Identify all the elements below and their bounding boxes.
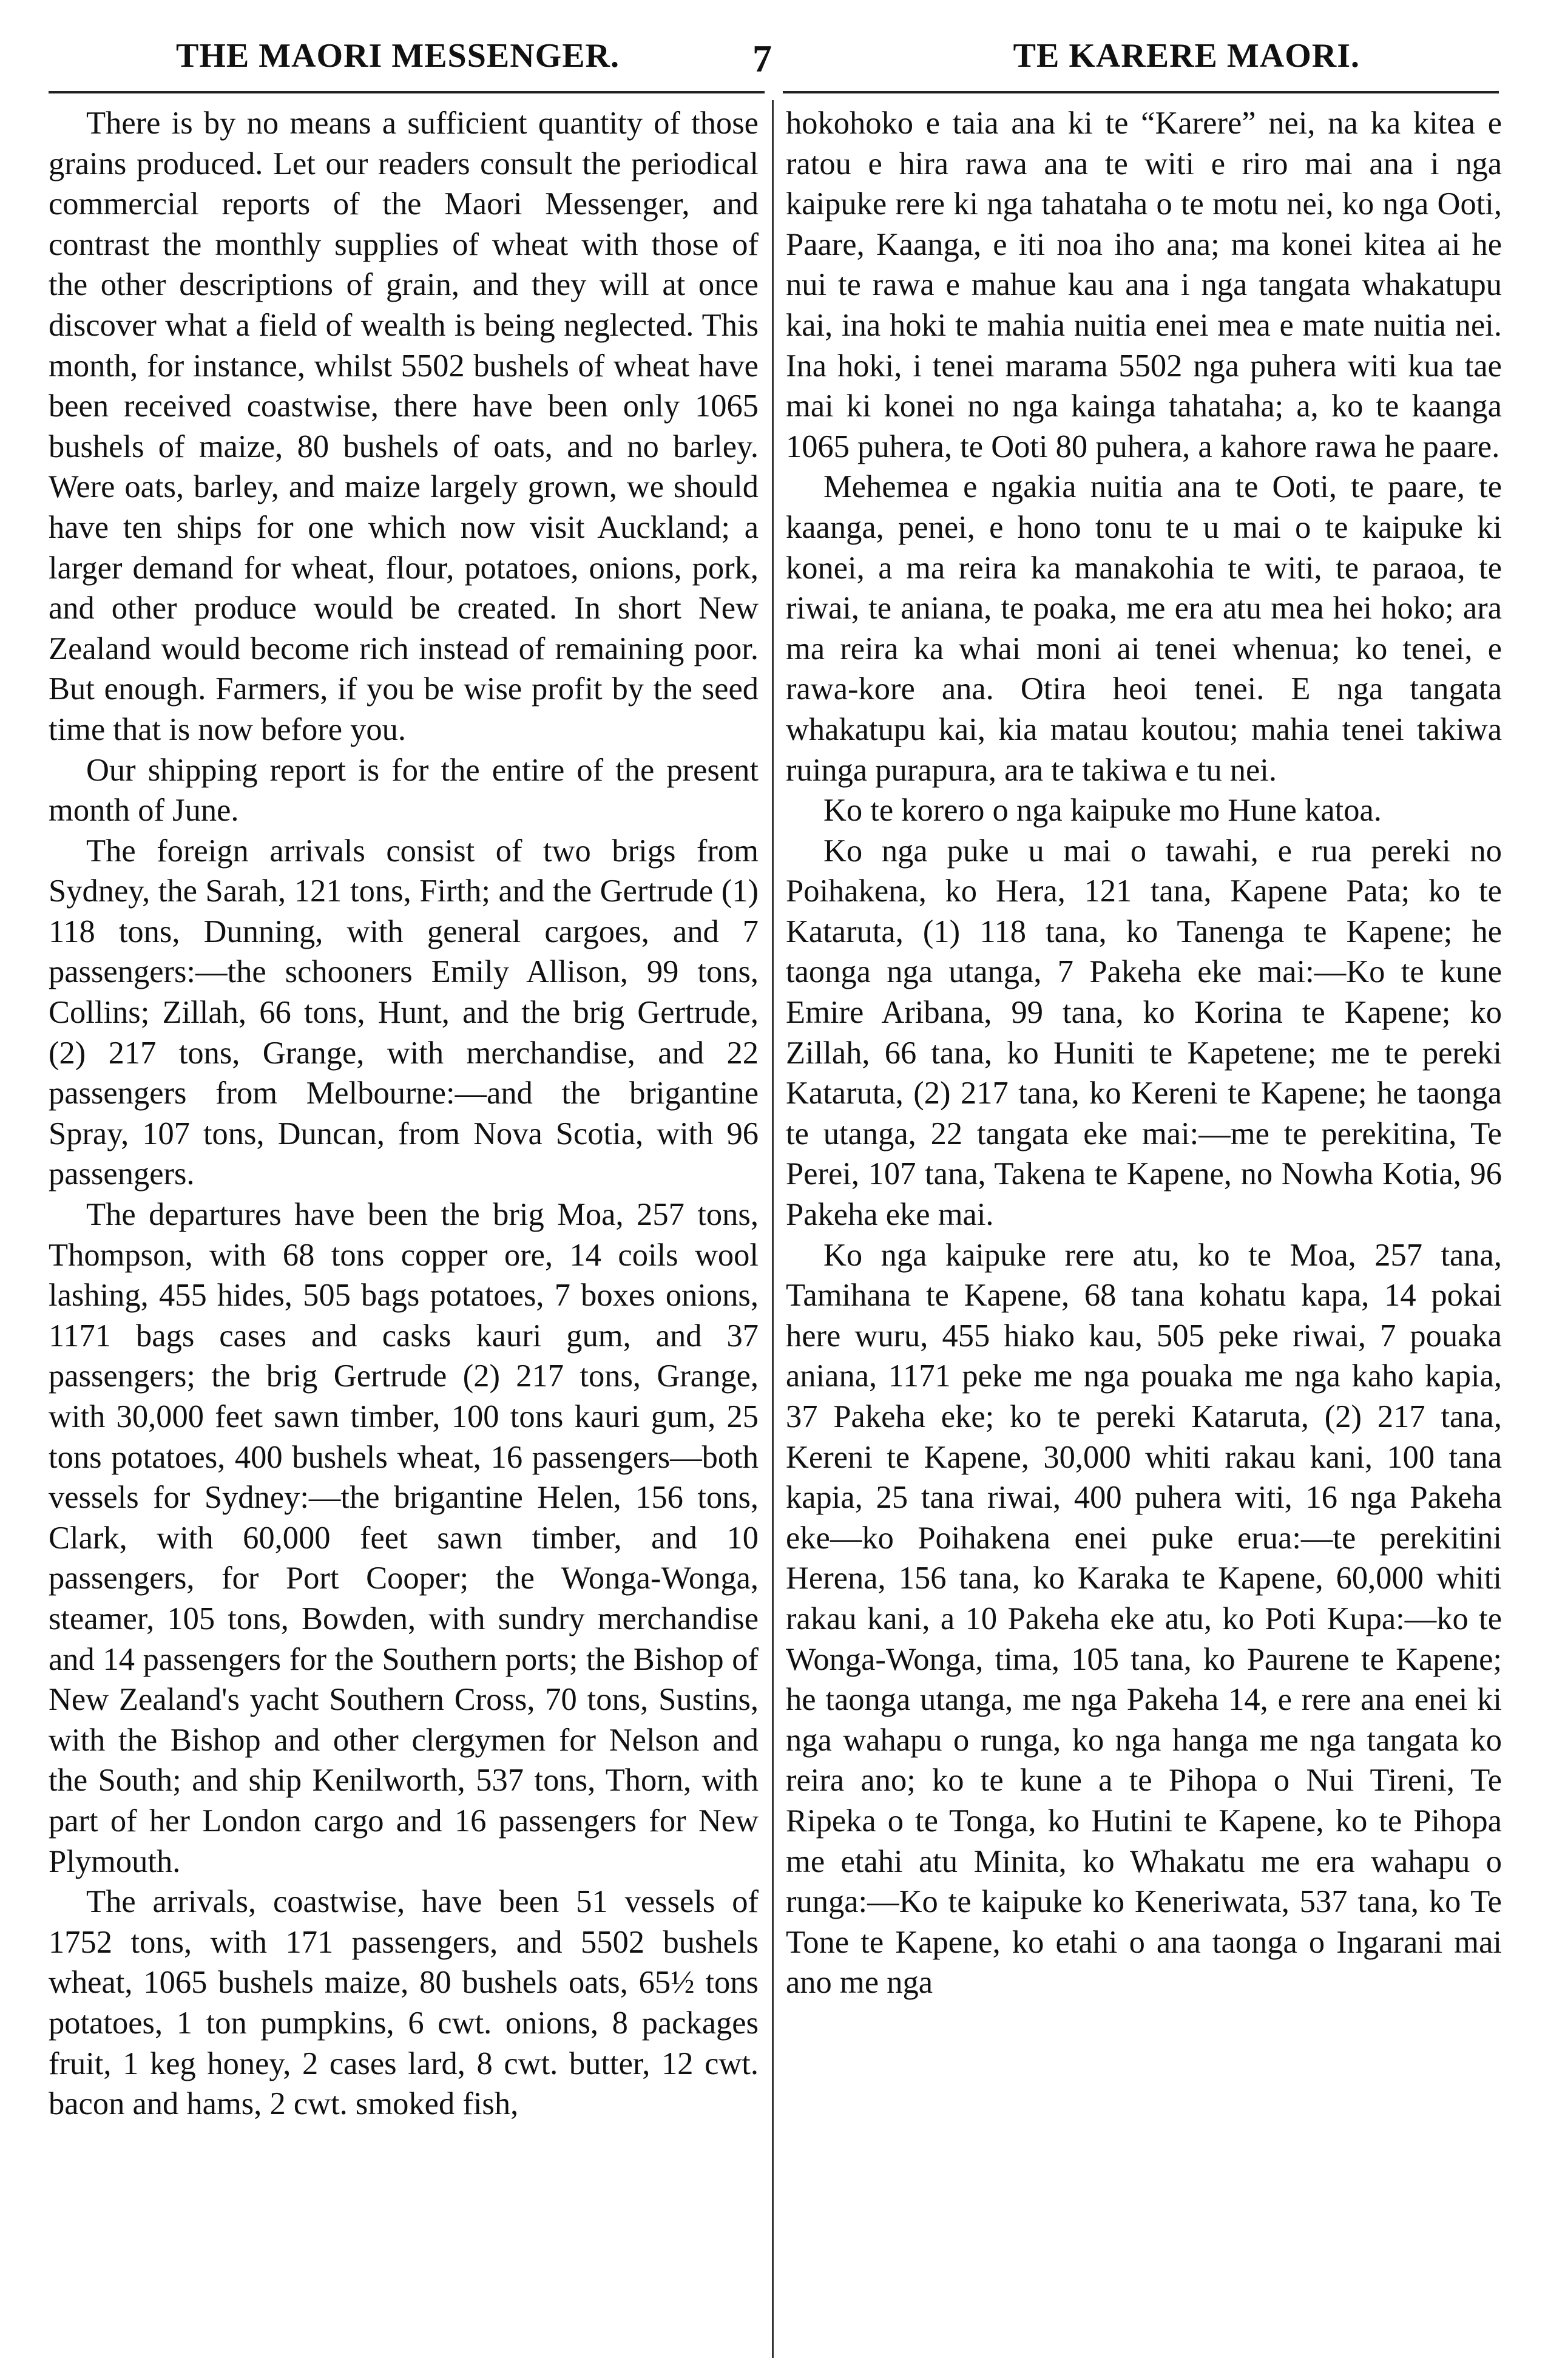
english-title: THE MAORI MESSENGER. <box>176 37 620 75</box>
maori-paragraph: Mehemea e ngakia nuitia ana te Ooti, te paare, te kaanga, penei, e hono tonu te u mai o te kaipuke ki konei, a ma reira ka manakohia te witi, te paraoa, te riwai, te aniana, te poaka, me era atu mea hei hoko; ara ma reira ka whai moni ai tenei whenua; ko tenei, e rawa-kore ana. Otira heoi tenei. E nga tangata whakatupu kai, kia matau koutou; mahia tenei takiwa ruinga purapura, ara te takiwa e tu nei. <box>786 469 1502 788</box>
maori-column <box>786 103 1502 2367</box>
english-paragraph: The foreign arrivals consist of two brigs from Sydney, the Sarah, 121 tons, Firth; and the Gertrude (1) 118 tons, Dunning, with general cargoes, and 7 passengers:—the schooners Emily Allison, 99 tons, Collins; Zillah, 66 tons, Hunt, and the brig Gertrude, (2) 217 tons, Grange, with merchandise, and 22 passengers from Melbourne:—and the brigantine Spray, 107 tons, Duncan, from Nova Scotia, with 96 passengers. <box>49 833 759 1192</box>
english-column <box>49 103 759 2367</box>
english-paragraph: Our shipping report is for the entire of the present month of June. <box>49 752 759 829</box>
english-paragraph: The departures have been the brig Moa, 257 tons, Thompson, with 68 tons copper ore, 14 coils wool lashing, 455 hides, 505 bags potatoes, 7 boxes onions, 1171 bags cases and casks kauri gum, and 37 passengers; the brig Gertrude (2) 217 tons, Grange, with 30,000 feet sawn timber, 100 tons kauri gum, 25 tons potatoes, 400 bushels wheat, 16 passengers—both vessels for Sydney:—the brigantine Helen, 156 tons, Clark, with 60,000 feet sawn timber, and 10 passengers, for Port Cooper; the Wonga-Wonga, steamer, 105 tons, Bowden, with sundry merchandise and 14 passengers for the Southern ports; the Bishop of New Zealand's yacht Southern Cross, 70 tons, Sustins, with the Bishop and other clergymen for Nelson and the South; and ship Kenilworth, 537 tons, Thorn, with part of her London cargo and 16 passengers for New Plymouth. <box>49 1197 759 1879</box>
header-rule-left <box>49 91 765 93</box>
header-rule-right <box>783 91 1499 93</box>
page-header <box>42 36 1506 91</box>
english-paragraph: There is by no means a sufficient quantity of those grains produced. Let our readers consult the periodical commercial reports of the Maori Messenger, and contrast the monthly supplies of wheat with those of the other descriptions of grain, and they will at once discover what a field of wealth is being neglected. This month, for instance, whilst 5502 bushels of wheat have been received coastwise, there have been only 1065 bushels of maize, 80 bushels of oats, and no barley. Were oats, barley, and maize largely grown, we should have ten ships for one which now visit Auckland; a larger demand for wheat, flour, potatoes, onions, pork, and other produce would be created. In short New Zealand would become rich instead of remaining poor. But enough. Farmers, if you be wise profit by the seed time that is now before you. <box>49 106 759 747</box>
maori-title: TE KARERE MAORI. <box>1013 37 1360 75</box>
maori-paragraph: Ko nga puke u mai o tawahi, e rua pereki no Poihakena, ko Hera, 121 tana, Kapene Pata; ko te Kataruta, (1) 118 tana, ko Tanenga te Kapene; he taonga nga utanga, 7 Pakeha eke mai:—Ko te kune Emire Aribana, 99 tana, ko Korina te Kapene; ko Zillah, 66 tana, ko Huniti te Kapetene; me te pereki Kataruta, (2) 217 tana, ko Kereni te Kapene; he taonga te utanga, 22 tangata eke mai:—me te perekitina, Te Perei, 107 tana, Takena te Kapene, no Nowha Kotia, 96 Pakeha eke mai. <box>786 833 1502 1233</box>
page-number: 7 <box>752 37 772 80</box>
maori-paragraph: Ko nga kaipuke rere atu, ko te Moa, 257 tana, Tamihana te Kapene, 68 tana kohatu kapa, 14 pokai here wuru, 455 hiako kau, 505 peke riwai, 7 pouaka aniana, 1171 peke me nga pouaka me nga kaho kapia, 37 Pakeha eke; ko te pereki Kataruta, (2) 217 tana, Kereni te Kapene, 30,000 whiti rakau kani, 100 tana kapia, 25 tana riwai, 400 puhera witi, 16 nga Pakeha eke—ko Poihakena enei puke erua:—te perekitini Herena, 156 tana, ko Karaka te Kapene, 60,000 whiti rakau kani, a 10 Pakeha eke atu, ko Poti Kupa:—ko te Wonga-Wonga, tima, 105 tana, ko Paurene te Kapene; he taonga utanga, me nga Pakeha 14, e rere ana enei ki nga wahapu o runga, ko nga hanga me nga tangata ko reira ano; ko te kune a te Pihopa o Nui Tireni, Te Ripeka o te Tonga, ko Hutini te Kapene, ko te Pihopa me etahi atu Minita, ko Whakatu me era wahapu o runga:—Ko te kaipuke ko Keneriwata, 537 tana, ko Te Tone te Kapene, ko etahi o ana taonga o Ingarani mai ano me nga <box>786 1237 1502 2001</box>
english-paragraph: The arrivals, coastwise, have been 51 vessels of 1752 tons, with 171 passengers, and 5502 bushels wheat, 1065 bushels maize, 80 bushels oats, 65½ tons potatoes, 1 ton pumpkins, 6 cwt. onions, 8 packages fruit, 1 keg honey, 2 cases lard, 8 cwt. butter, 12 cwt. bacon and hams, 2 cwt. smoked fish, <box>49 1884 759 2122</box>
column-divider <box>772 100 774 2358</box>
maori-paragraph: Ko te korero o nga kaipuke mo Hune katoa. <box>823 793 1382 829</box>
maori-paragraph: hokohoko e taia ana ki te “Karere” nei, na ka kitea e ratou e hira rawa ana te witi e riro mai ana i nga kaipuke rere ki nga tahataha o te motu nei, ko nga Ooti, Paare, Kaanga, e iti noa iho ana; ma konei kitea ai he nui te rawa e mahue kau ana i nga tangata whakatupu kai, ina hoki te mahia nuitia enei mea e mate nuitia nei. Ina hoki, i tenei marama 5502 nga puhera witi kua tae mai ki konei no nga kainga tahataha; a, ko te kaanga 1065 puhera, te Ooti 80 puhera, a kahore rawa he paare. <box>786 106 1502 464</box>
